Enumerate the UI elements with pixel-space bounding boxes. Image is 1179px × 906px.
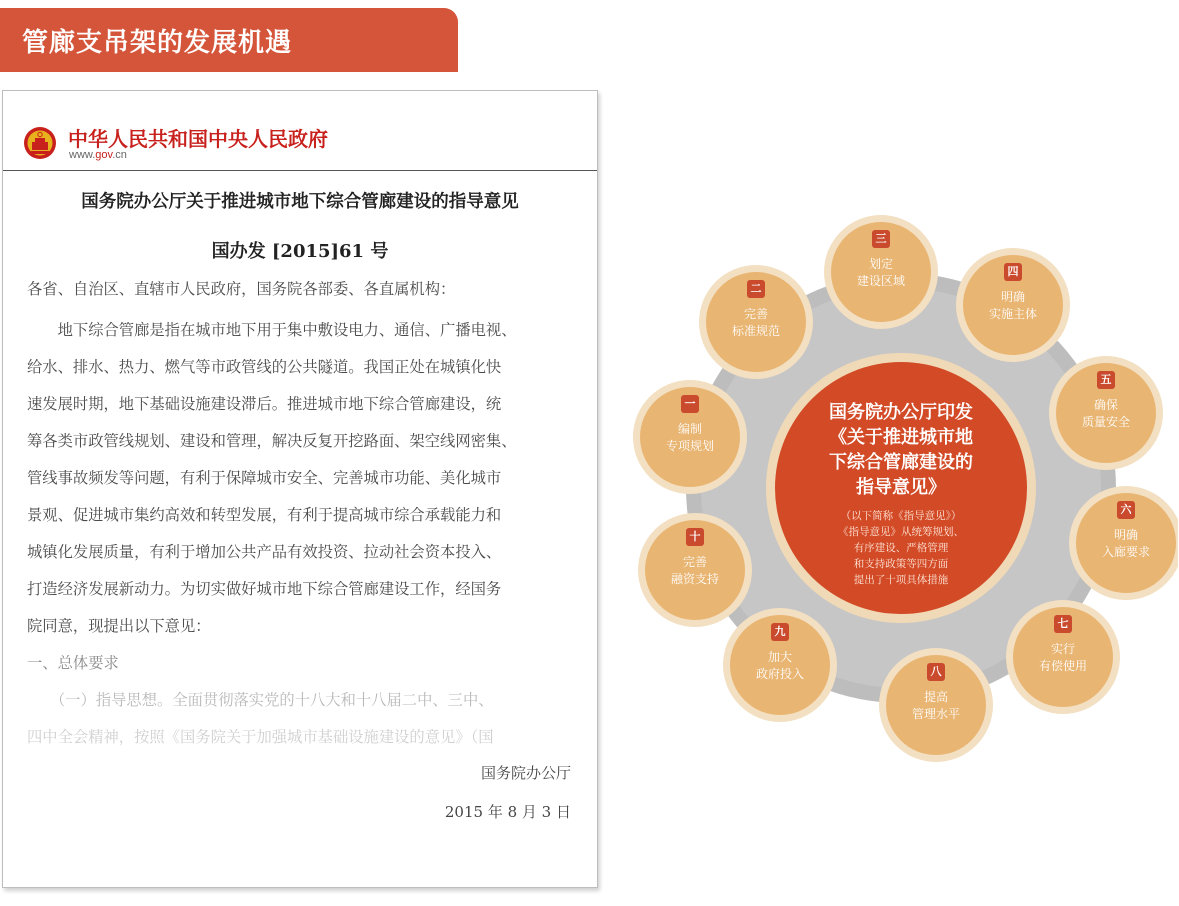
measure-label-line: 标准规范 [731,324,780,338]
measure-label [1056,397,1156,431]
measure-number-badge: 一 [681,395,699,413]
measure-label-line: 实施主体 [988,307,1037,321]
document-date: 2015 年 8 月 3 日 [444,803,571,821]
measure-label-line: 完善 [682,555,707,569]
measure-label [730,649,830,683]
measure-number-badge: 七 [1054,615,1072,633]
measure-label-line: 专项规划 [665,439,714,453]
measure-node [706,280,806,380]
document-line: 院同意，现提出以下意见： [27,617,211,635]
measure-label [886,689,986,723]
measure-node [1076,501,1176,601]
measure-label-line: 实行 [1050,642,1075,656]
measure-node [730,623,830,723]
center-title-line: 下综合管廊建设的 [829,452,973,473]
measure-number-badge: 六 [1117,501,1135,519]
document-line: 景观、促进城市集约高效和转型发展，有利于提高城市综合承载能力和 [27,506,502,524]
measure-node [640,395,740,495]
measure-label-line: 明确 [1113,528,1138,542]
document-line: 一、总体要求 [27,654,119,672]
document-line: （一）指导思想。全面贯彻落实党的十八大和十八届二中、三中、 [27,691,494,709]
measure-label-line: 入廊要求 [1101,545,1150,559]
measure-number-badge: 十 [686,528,704,546]
document-number: 国办发 [2015]61 号 [211,241,389,262]
url-prefix: www. [69,149,96,161]
document-line: 给水、排水、热力、燃气等市政管线的公共隧道。我国正处在城镇化快 [27,358,502,376]
document-line: 地下综合管廊是指在城市地下用于集中敷设电力、通信、广播电视、 [27,321,517,339]
measure-label-line: 划定 [868,257,893,271]
measure-label-line: 融资支持 [670,572,719,586]
measure-label-line: 提高 [923,690,948,704]
center-sub-line: 《指导意见》从统筹规划、 [838,526,964,538]
national-emblem-icon [23,126,57,160]
center-title-line: 《关于推进城市地 [829,427,973,448]
document-line: 打造经济发展新动力。为切实做好城市地下综合管廊建设工作，经国务 [27,580,502,598]
document-signature: 国务院办公厅 [480,764,571,782]
measure-label-line: 明确 [1000,290,1025,304]
measure-label [1013,641,1113,675]
center-title-line: 指导意见》 [856,477,946,498]
measure-label [640,421,740,455]
measure-label-line: 加大 [767,650,792,664]
measure-label-line: 政府投入 [755,667,804,681]
gov-site-name: 中华人民共和国中央人民政府 [68,127,328,151]
measure-label [1076,527,1176,561]
section-header-banner [0,8,458,72]
measure-node [1013,615,1113,715]
center-subtitle [776,508,1026,588]
measure-label-line: 建设区域 [856,274,905,288]
document-line: 四中全会精神，按照《国务院关于加强城市基础设施建设的意见》（国 [27,728,494,746]
measure-node [886,663,986,763]
measure-node [1056,371,1156,471]
document-line: 速发展时期，地下基础设施建设滞后。推进城市地下综合管廊建设，统 [27,395,502,413]
measure-label-line: 确保 [1093,398,1118,412]
section-title: 管廊支吊架的发展机遇 [22,28,293,58]
center-sub-line: 提出了十项具体措施 [853,574,949,586]
document-line: 各省、自治区、直辖市人民政府，国务院各部委、各直属机构： [27,280,456,298]
center-sub-line: （以下简称《指导意见》） [840,510,962,522]
measure-label-line: 完善 [743,307,768,321]
document-line: 管线事故频发等问题，有利于保障城市安全、完善城市功能、美化城市 [27,469,502,487]
document-line: 筹各类市政管线规划、建设和管理，解决反复开挖路面、架空线网密集、 [27,432,517,450]
document-panel [2,90,598,888]
measure-number-badge: 九 [771,623,789,641]
center-title-line: 国务院办公厅印发 [829,402,973,423]
center-title [776,400,1026,500]
measure-number-badge: 三 [872,230,890,248]
measure-number-badge: 五 [1097,371,1115,389]
center-sub-line: 有序建设、严格管理 [853,542,949,554]
measure-label [963,289,1063,323]
measures-diagram [628,200,1178,780]
measure-label-line: 有偿使用 [1038,659,1087,673]
measure-node [963,263,1063,363]
measure-label-line: 编制 [677,422,702,436]
measure-label-line: 管理水平 [911,707,960,721]
measure-number-badge: 八 [927,663,945,681]
measure-label [645,554,745,588]
measure-label [831,256,931,290]
measure-node [831,230,931,330]
url-domain: gov [95,149,113,161]
url-suffix: .cn [112,149,127,161]
measure-label-line: 质量安全 [1081,415,1130,429]
measure-node [645,528,745,628]
measure-number-badge: 二 [747,280,765,298]
gov-header [3,91,597,171]
measure-number-badge: 四 [1004,263,1022,281]
center-sub-line: 和支持政策等四方面 [853,558,949,570]
document-line: 城镇化发展质量，有利于增加公共产品有效投资、拉动社会资本投入、 [27,543,502,561]
document-title: 国务院办公厅关于推进城市地下综合管廊建设的指导意见 [81,192,519,212]
gov-site-url[interactable] [69,149,127,161]
measure-label [706,306,806,340]
